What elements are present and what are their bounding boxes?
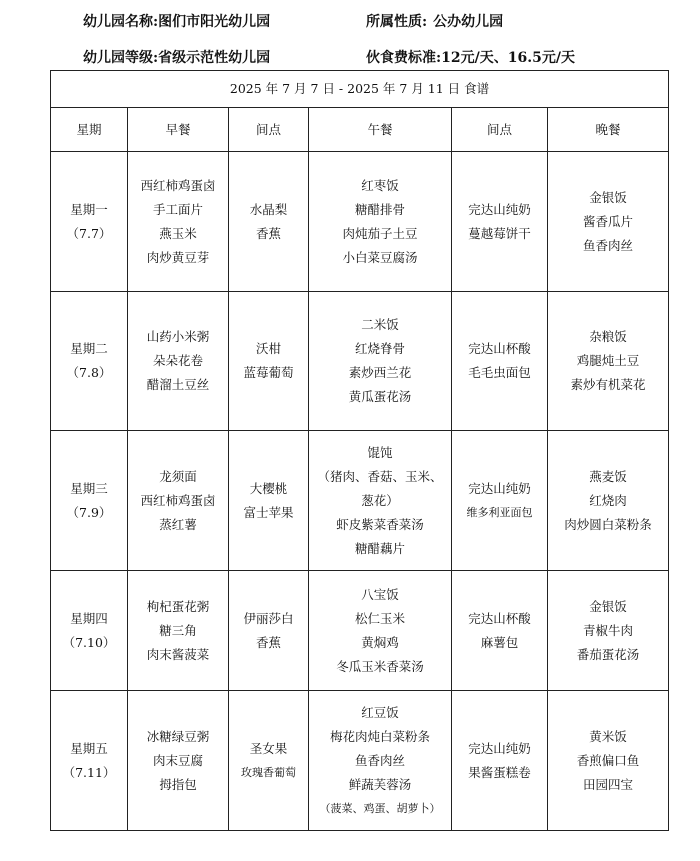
column-header-weekday: 星期 xyxy=(51,108,128,152)
table-row xyxy=(51,571,669,691)
menu-item: 维多利亚面包 xyxy=(466,505,533,519)
afternoon-snack-cell xyxy=(452,431,548,571)
meal-fee-value: 12元/天、16.5元/天 xyxy=(441,50,575,66)
menu-item: 果酱蛋糕卷 xyxy=(468,764,531,780)
kindergarten-grade xyxy=(83,47,270,67)
menu-item: 沃柑 xyxy=(255,341,281,356)
menu-item: 肉炖茄子土豆 xyxy=(342,225,418,241)
menu-item: 伊丽莎白 xyxy=(243,610,294,626)
weekday-cell xyxy=(51,571,128,691)
menu-title: 2025 年 7 月 7 日 - 2025 年 7 月 11 日 食谱 xyxy=(51,71,669,108)
lunch-cell xyxy=(309,691,452,831)
meal-fee xyxy=(366,47,575,67)
menu-item: 梅花肉炖白菜粉条 xyxy=(329,728,430,744)
menu-item: 杂粮饭 xyxy=(589,329,627,344)
afternoon-snack-cell xyxy=(452,691,548,831)
menu-item: 香煎偏口鱼 xyxy=(576,752,640,768)
weekday-date: （7.7） xyxy=(66,225,112,241)
meal-fee-label: 伙食费标准: xyxy=(366,50,442,66)
weekday-label: 星期三 xyxy=(70,480,108,496)
lunch-cell xyxy=(309,292,452,431)
menu-item: 黄米饭 xyxy=(589,728,627,744)
weekday-label: 星期一 xyxy=(70,201,108,217)
column-header-row xyxy=(51,108,669,152)
menu-item: 燕玉米 xyxy=(159,225,197,241)
menu-item: 馄饨 xyxy=(367,444,393,460)
menu-item: 大樱桃 xyxy=(249,480,288,496)
table-row xyxy=(51,152,669,292)
menu-item: 鱼香肉丝 xyxy=(583,237,634,253)
weekday-cell xyxy=(51,691,128,831)
menu-item: 田园四宝 xyxy=(583,776,634,792)
menu-item: 山药小米粥 xyxy=(146,329,210,344)
menu-item: 糖三角 xyxy=(159,622,197,638)
menu-item: 冰糖绿豆粥 xyxy=(146,728,210,744)
weekly-menu-table xyxy=(50,70,669,831)
weekday-date: （7.9） xyxy=(66,504,112,520)
weekday-date: （7.11） xyxy=(62,764,116,780)
column-header-lunch: 午餐 xyxy=(309,108,452,152)
menu-item: 肉末酱菠菜 xyxy=(146,646,210,662)
breakfast-cell xyxy=(128,431,229,571)
menu-item: 香蕉 xyxy=(255,634,281,650)
dinner-cell xyxy=(548,292,669,431)
menu-item: 糖醋藕片 xyxy=(354,540,405,556)
menu-item: 红烧脊骨 xyxy=(354,341,405,356)
menu-item: 酱香瓜片 xyxy=(583,213,634,229)
weekday-label: 星期四 xyxy=(70,610,108,626)
menu-item: 拇指包 xyxy=(159,776,197,792)
dinner-cell xyxy=(548,571,669,691)
menu-item: 龙须面 xyxy=(159,468,197,484)
weekday-cell xyxy=(51,292,128,431)
lunch-cell xyxy=(309,152,452,292)
menu-item: 青椒牛肉 xyxy=(583,622,634,638)
afternoon-snack-cell xyxy=(452,292,548,431)
weekday-date: （7.8） xyxy=(66,365,112,380)
menu-item: 松仁玉米 xyxy=(354,610,405,626)
menu-item: 完达山纯奶 xyxy=(468,480,531,496)
afternoon-snack-cell xyxy=(452,571,548,691)
menu-item: 红豆饭 xyxy=(361,704,399,720)
menu-item: 西红柿鸡蛋卤 xyxy=(140,177,216,193)
dinner-cell xyxy=(548,691,669,831)
menu-item: 虾皮紫菜香菜汤 xyxy=(336,516,424,532)
weekday-label: 星期五 xyxy=(70,740,108,756)
menu-item: 素炒西兰花 xyxy=(348,365,412,380)
menu-item: 红烧肉 xyxy=(589,492,627,508)
weekday-cell xyxy=(51,431,128,571)
menu-item: 蔓越莓饼干 xyxy=(468,225,531,241)
menu-item: 鸡腿炖土豆 xyxy=(576,353,640,368)
menu-item: 燕麦饭 xyxy=(589,468,627,484)
column-header-dinner: 晚餐 xyxy=(548,108,669,152)
weekday-date: （7.10） xyxy=(62,634,116,650)
menu-item: 玫瑰香葡萄 xyxy=(241,765,296,779)
menu-item: 完达山纯奶 xyxy=(468,201,531,217)
breakfast-cell xyxy=(128,292,229,431)
weekday-label: 星期二 xyxy=(70,341,108,356)
menu-item: 完达山杯酸 xyxy=(468,341,531,356)
kindergarten-name-value: 图们市阳光幼儿园 xyxy=(158,14,271,30)
afternoon-snack-cell xyxy=(452,152,548,292)
column-header-breakfast: 早餐 xyxy=(128,108,229,152)
menu-item: 水晶梨 xyxy=(249,201,288,217)
menu-item: 鲜蔬芙蓉汤 xyxy=(348,776,412,792)
morning-snack-cell xyxy=(229,431,309,571)
menu-item: 圣女果 xyxy=(249,740,288,756)
morning-snack-cell xyxy=(229,571,309,691)
breakfast-cell xyxy=(128,152,229,292)
menu-item: 西红柿鸡蛋卤 xyxy=(140,492,216,508)
menu-item: 二米饭 xyxy=(361,317,399,332)
kindergarten-grade-value: 省级示范性幼儿园 xyxy=(158,50,271,66)
menu-item: 蒸红薯 xyxy=(159,516,197,532)
menu-item: 番茄蛋花汤 xyxy=(576,646,640,662)
menu-item: 肉炒黄豆芽 xyxy=(146,249,210,265)
menu-item: 素炒有机菜花 xyxy=(570,377,646,392)
lunch-cell xyxy=(309,431,452,571)
table-row xyxy=(51,431,669,571)
menu-item: 金银饭 xyxy=(589,598,627,614)
menu-item: 完达山纯奶 xyxy=(468,740,531,756)
kindergarten-name-label: 幼儿园名称: xyxy=(83,14,159,30)
kindergarten-nature-label: 所属性质: xyxy=(366,14,428,30)
kindergarten-nature xyxy=(366,11,503,31)
menu-item: 黄焖鸡 xyxy=(361,634,399,650)
menu-item: 八宝饭 xyxy=(361,586,399,602)
column-header-morning-snack: 间点 xyxy=(229,108,309,152)
menu-item: 毛毛虫面包 xyxy=(468,365,531,380)
menu-item: 肉炒圆白菜粉条 xyxy=(564,516,652,532)
lunch-cell xyxy=(309,571,452,691)
menu-item: 红枣饭 xyxy=(361,177,399,193)
dinner-cell xyxy=(548,152,669,292)
menu-item: 麻薯包 xyxy=(480,634,519,650)
breakfast-cell xyxy=(128,691,229,831)
menu-item: 肉末豆腐 xyxy=(152,752,203,768)
menu-item: 手工面片 xyxy=(152,201,203,217)
column-header-afternoon-snack: 间点 xyxy=(452,108,548,152)
menu-item: 完达山杯酸 xyxy=(468,610,531,626)
morning-snack-cell xyxy=(229,152,309,292)
morning-snack-cell xyxy=(229,691,309,831)
menu-item: 黄瓜蛋花汤 xyxy=(348,389,412,404)
menu-item: 枸杞蛋花粥 xyxy=(146,598,210,614)
table-row xyxy=(51,691,669,831)
weekday-cell xyxy=(51,152,128,292)
menu-item: （猪肉、香菇、玉米、 xyxy=(317,468,443,484)
kindergarten-name xyxy=(83,11,270,31)
menu-item: 小白菜豆腐汤 xyxy=(342,249,418,265)
menu-item: 富士苹果 xyxy=(243,504,294,520)
morning-snack-cell xyxy=(229,292,309,431)
menu-item: 鱼香肉丝 xyxy=(354,752,405,768)
kindergarten-grade-label: 幼儿园等级: xyxy=(83,50,159,66)
table-row xyxy=(51,292,669,431)
dinner-cell xyxy=(548,431,669,571)
menu-item: 蓝莓葡萄 xyxy=(243,365,294,380)
menu-item: 金银饭 xyxy=(589,189,627,205)
menu-item: 香蕉 xyxy=(255,225,281,241)
breakfast-cell xyxy=(128,571,229,691)
menu-item: 朵朵花卷 xyxy=(152,353,203,368)
kindergarten-nature-value: 公办幼儿园 xyxy=(433,14,504,30)
menu-item: 冬瓜玉米香菜汤 xyxy=(336,658,424,674)
menu-item: 糖醋排骨 xyxy=(354,201,405,217)
menu-item: （菠菜、鸡蛋、胡萝卜） xyxy=(319,801,441,815)
menu-item: 葱花） xyxy=(361,492,399,508)
menu-item: 醋溜土豆丝 xyxy=(146,377,210,392)
